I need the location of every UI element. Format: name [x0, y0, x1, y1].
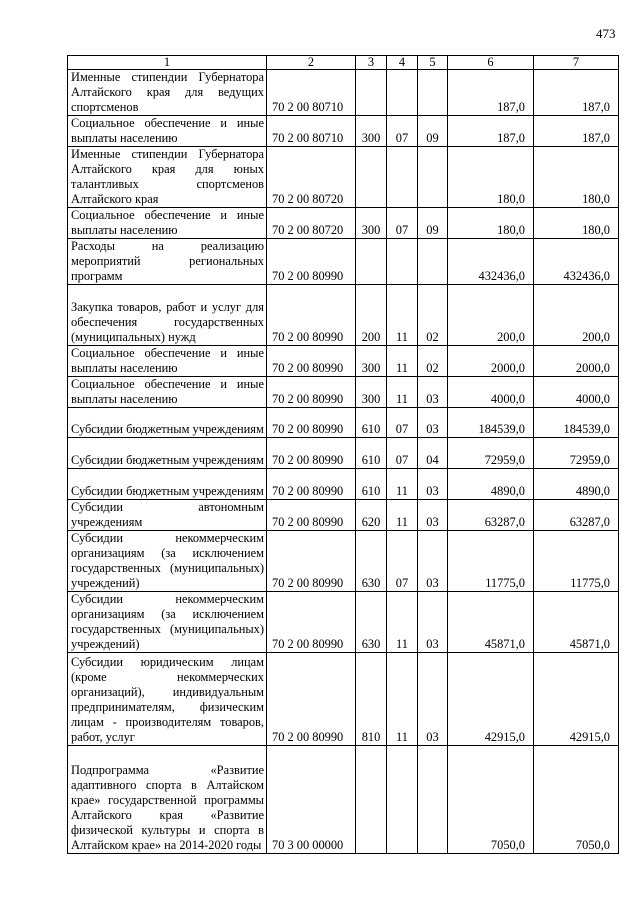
row-name-cell: Социальное обеспечение и иные выплаты населению	[68, 208, 267, 239]
row-subsection-cell: 02	[418, 285, 448, 346]
row-section-cell	[387, 147, 418, 208]
row-amount-cell: 180,0	[534, 147, 619, 208]
row-code-cell: 70 2 00 80990	[267, 592, 356, 653]
row-amount-cell: 187,0	[534, 116, 619, 147]
row-section-cell: 07	[387, 531, 418, 592]
row-name-cell: Именные стипендии Губернатора Алтайского края для юных талантливых спортсменов Алтайского края	[68, 147, 267, 208]
header-row	[68, 56, 619, 70]
row-code-cell: 70 2 00 80710	[267, 116, 356, 147]
table-row	[68, 408, 619, 438]
row-name-cell: Подпрограмма «Развитие адаптивного спорта в Алтайском крае» государственной программы Алтайского края «Развитие физической культуры и спорта в Алтайском крае» на 2014-2020 годы	[68, 746, 267, 854]
row-expense-type-cell: 620	[356, 500, 387, 531]
row-expense-type-cell: 810	[356, 653, 387, 746]
row-name-cell: Субсидии некоммерческим организациям (за исключением государственных (муниципальных) учреждений)	[68, 531, 267, 592]
row-subsection-cell: 09	[418, 208, 448, 239]
row-section-cell: 11	[387, 592, 418, 653]
table-row	[68, 438, 619, 469]
row-amount-cell: 7050,0	[534, 746, 619, 854]
row-subsection-cell: 03	[418, 653, 448, 746]
row-amount-cell: 184539,0	[448, 408, 534, 438]
row-subsection-cell: 03	[418, 408, 448, 438]
row-subsection-cell: 09	[418, 116, 448, 147]
table-row	[68, 746, 619, 854]
row-section-cell: 07	[387, 408, 418, 438]
table-row	[68, 500, 619, 531]
row-name-cell: Субсидии юридическим лицам (кроме некоммерческих организаций), индивидуальным предпринимателям, физическим лицам - производителям товаров, работ, услуг	[68, 653, 267, 746]
budget-table	[67, 55, 619, 854]
row-amount-cell: 11775,0	[448, 531, 534, 592]
row-section-cell: 11	[387, 346, 418, 377]
row-amount-cell: 187,0	[448, 116, 534, 147]
row-amount-cell: 11775,0	[534, 531, 619, 592]
row-code-cell: 70 3 00 00000	[267, 746, 356, 854]
row-amount-cell: 187,0	[448, 70, 534, 116]
row-subsection-cell	[418, 147, 448, 208]
table-row	[68, 285, 619, 346]
table-row	[68, 377, 619, 408]
header-cell: 2	[267, 56, 356, 70]
row-expense-type-cell	[356, 239, 387, 285]
row-section-cell: 07	[387, 116, 418, 147]
row-name-cell: Субсидии автономным учреждениям	[68, 500, 267, 531]
header-cell: 1	[68, 56, 267, 70]
row-expense-type-cell: 610	[356, 408, 387, 438]
table-row	[68, 208, 619, 239]
row-expense-type-cell: 610	[356, 469, 387, 500]
row-amount-cell: 200,0	[448, 285, 534, 346]
row-code-cell: 70 2 00 80710	[267, 70, 356, 116]
row-expense-type-cell: 300	[356, 116, 387, 147]
row-section-cell: 11	[387, 653, 418, 746]
row-name-cell: Закупка товаров, работ и услуг для обеспечения государственных (муниципальных) нужд	[68, 285, 267, 346]
row-name-cell: Социальное обеспечение и иные выплаты населению	[68, 116, 267, 147]
header-cell: 3	[356, 56, 387, 70]
row-subsection-cell	[418, 70, 448, 116]
row-amount-cell: 63287,0	[534, 500, 619, 531]
row-code-cell: 70 2 00 80720	[267, 208, 356, 239]
row-amount-cell: 45871,0	[534, 592, 619, 653]
row-code-cell: 70 2 00 80990	[267, 239, 356, 285]
row-section-cell: 11	[387, 285, 418, 346]
table-row	[68, 653, 619, 746]
row-section-cell	[387, 746, 418, 854]
row-amount-cell: 2000,0	[448, 346, 534, 377]
table-row	[68, 346, 619, 377]
row-subsection-cell	[418, 746, 448, 854]
row-amount-cell: 7050,0	[448, 746, 534, 854]
row-code-cell: 70 2 00 80990	[267, 469, 356, 500]
row-subsection-cell: 03	[418, 500, 448, 531]
row-amount-cell: 2000,0	[534, 346, 619, 377]
row-name-cell: Социальное обеспечение и иные выплаты населению	[68, 346, 267, 377]
row-section-cell	[387, 239, 418, 285]
table-row	[68, 531, 619, 592]
row-amount-cell: 72959,0	[534, 438, 619, 469]
table-row	[68, 147, 619, 208]
table-row	[68, 592, 619, 653]
row-name-cell: Социальное обеспечение и иные выплаты населению	[68, 377, 267, 408]
row-amount-cell: 4890,0	[448, 469, 534, 500]
row-amount-cell: 72959,0	[448, 438, 534, 469]
row-subsection-cell: 03	[418, 469, 448, 500]
row-expense-type-cell: 300	[356, 377, 387, 408]
row-subsection-cell	[418, 239, 448, 285]
row-amount-cell: 180,0	[448, 147, 534, 208]
row-code-cell: 70 2 00 80720	[267, 147, 356, 208]
row-amount-cell: 4000,0	[448, 377, 534, 408]
row-expense-type-cell: 200	[356, 285, 387, 346]
row-section-cell: 07	[387, 208, 418, 239]
row-name-cell: Субсидии некоммерческим организациям (за исключением государственных (муниципальных) учреждений)	[68, 592, 267, 653]
table-row	[68, 116, 619, 147]
row-subsection-cell: 03	[418, 377, 448, 408]
row-expense-type-cell	[356, 746, 387, 854]
row-amount-cell: 180,0	[534, 208, 619, 239]
row-code-cell: 70 2 00 80990	[267, 377, 356, 408]
header-cell: 6	[448, 56, 534, 70]
row-section-cell	[387, 70, 418, 116]
row-amount-cell: 45871,0	[448, 592, 534, 653]
row-expense-type-cell: 300	[356, 346, 387, 377]
row-subsection-cell: 04	[418, 438, 448, 469]
row-expense-type-cell: 630	[356, 531, 387, 592]
row-name-cell: Именные стипендии Губернатора Алтайского края для ведущих спортсменов	[68, 70, 267, 116]
row-amount-cell: 432436,0	[448, 239, 534, 285]
row-expense-type-cell: 610	[356, 438, 387, 469]
row-amount-cell: 4890,0	[534, 469, 619, 500]
page-number: 473	[596, 26, 616, 41]
header-cell: 4	[387, 56, 418, 70]
row-amount-cell: 180,0	[448, 208, 534, 239]
table-row	[68, 70, 619, 116]
header-cell: 7	[534, 56, 619, 70]
row-amount-cell: 184539,0	[534, 408, 619, 438]
row-name-cell: Расходы на реализацию мероприятий региональных программ	[68, 239, 267, 285]
row-amount-cell: 42915,0	[534, 653, 619, 746]
row-expense-type-cell	[356, 70, 387, 116]
table-row	[68, 239, 619, 285]
row-amount-cell: 187,0	[534, 70, 619, 116]
row-code-cell: 70 2 00 80990	[267, 285, 356, 346]
row-code-cell: 70 2 00 80990	[267, 346, 356, 377]
row-code-cell: 70 2 00 80990	[267, 653, 356, 746]
row-code-cell: 70 2 00 80990	[267, 500, 356, 531]
row-amount-cell: 42915,0	[448, 653, 534, 746]
row-code-cell: 70 2 00 80990	[267, 438, 356, 469]
row-amount-cell: 432436,0	[534, 239, 619, 285]
row-code-cell: 70 2 00 80990	[267, 531, 356, 592]
row-code-cell: 70 2 00 80990	[267, 408, 356, 438]
row-subsection-cell: 03	[418, 592, 448, 653]
header-cell: 5	[418, 56, 448, 70]
row-expense-type-cell: 630	[356, 592, 387, 653]
row-section-cell: 11	[387, 377, 418, 408]
row-amount-cell: 200,0	[534, 285, 619, 346]
table-row	[68, 469, 619, 500]
row-section-cell: 11	[387, 469, 418, 500]
row-expense-type-cell: 300	[356, 208, 387, 239]
row-amount-cell: 63287,0	[448, 500, 534, 531]
row-subsection-cell: 02	[418, 346, 448, 377]
row-section-cell: 11	[387, 500, 418, 531]
row-expense-type-cell	[356, 147, 387, 208]
row-amount-cell: 4000,0	[534, 377, 619, 408]
row-name-cell: Субсидии бюджетным учреждениям	[68, 408, 267, 438]
row-name-cell: Субсидии бюджетным учреждениям	[68, 469, 267, 500]
row-section-cell: 07	[387, 438, 418, 469]
row-subsection-cell: 03	[418, 531, 448, 592]
row-name-cell: Субсидии бюджетным учреждениям	[68, 438, 267, 469]
